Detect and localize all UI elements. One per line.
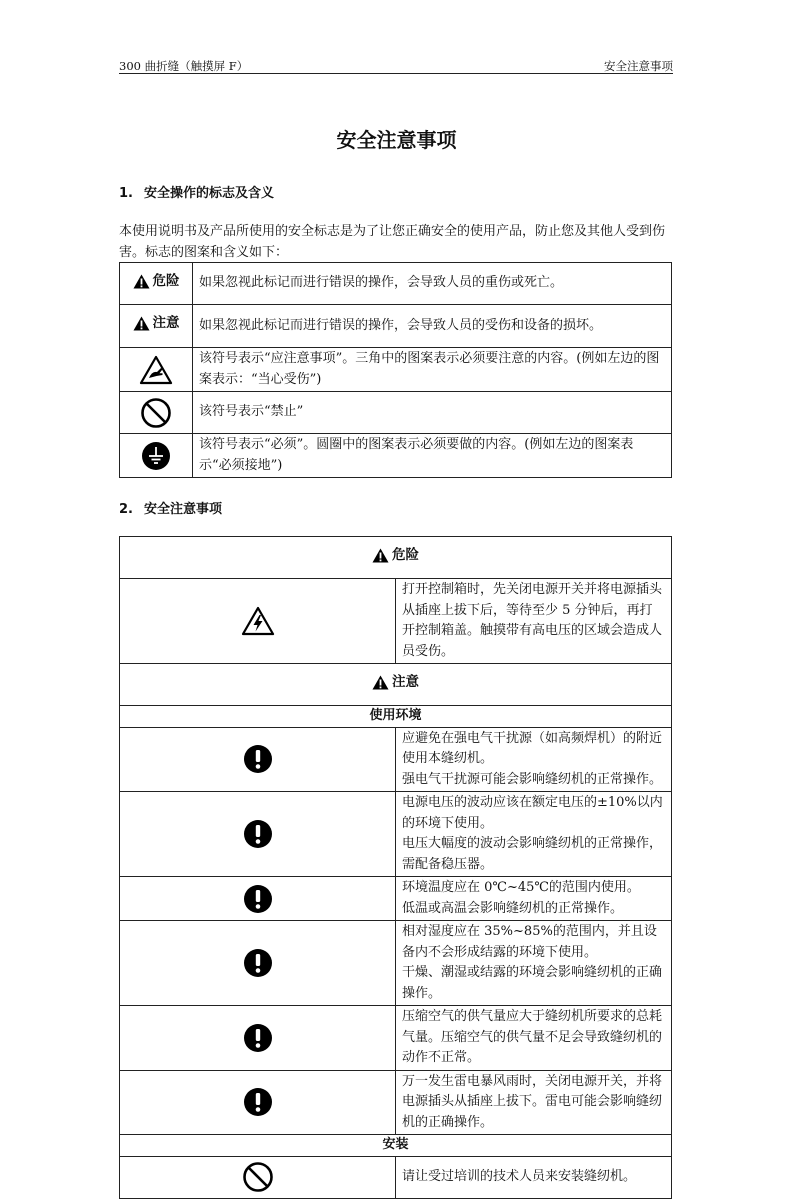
symbol-mandatory-desc: 该符号表示“必须”。圆圈中的图案表示必须要做的内容。(例如左边的图案表示“必须接地”) [193, 434, 672, 478]
symbol-row-warning [120, 348, 672, 392]
install-heading: 安装 [120, 1135, 672, 1157]
caution-header [120, 664, 672, 706]
caution-badge-icon [120, 305, 193, 348]
symbol-warning-desc: 该符号表示“应注意事项”。三角中的图案表示必须要注意的内容。(例如左边的图案表示：“当心受伤”) [193, 348, 672, 392]
install-heading-row [120, 1135, 672, 1157]
danger-header [120, 537, 672, 579]
env-item-line-2: 干燥、潮湿或结露的环境会影响缝纫机的正确操作。 [402, 965, 663, 1001]
danger-header-label: 危险 [392, 546, 419, 563]
high-voltage-icon [120, 579, 396, 664]
env-item-row [120, 1006, 672, 1071]
caution-header-label: 注意 [392, 673, 419, 690]
prohibited-icon [120, 392, 193, 434]
env-item-text: 压缩空气的供气量应大于缝纫机所要求的总耗气量。压缩空气的供气量不足会导致缝纫机的动作不正常。 [396, 1006, 672, 1071]
section-2-heading [119, 498, 222, 517]
header-left: 300 曲折缝（触摸屏 F） [119, 59, 249, 73]
symbol-row-prohibited [120, 392, 672, 434]
symbols-table [119, 262, 672, 478]
env-item-text [396, 792, 672, 877]
section-1-number: 1. [119, 186, 133, 201]
danger-item-text: 打开控制箱时，先关闭电源开关并将电源插头从插座上拔下后，等待至少 5 分钟后，再打开控制箱盖。触摸带有高电压的区域会造成人员受伤。 [396, 579, 672, 664]
prohibited-icon [120, 1156, 396, 1198]
env-item-row [120, 877, 672, 921]
section-2-number: 2. [119, 502, 133, 517]
env-heading: 使用环境 [120, 706, 672, 728]
mandatory-exclamation-icon [120, 921, 396, 1006]
env-item-line-1: 应避免在强电气干扰源（如高频焊机）的附近使用本缝纫机。 [402, 730, 663, 766]
env-item-text [396, 921, 672, 1006]
env-item-row [120, 921, 672, 1006]
warning-triangle-icon [372, 675, 389, 690]
mandatory-exclamation-icon [120, 727, 396, 792]
mandatory-exclamation-icon [120, 1070, 396, 1135]
env-item-text [396, 877, 672, 921]
page-title: 安全注意事项 [336, 128, 457, 152]
hand-injury-warning-icon [120, 348, 193, 392]
symbol-danger-desc: 如果忽视此标记而进行错误的操作，会导致人员的重伤或死亡。 [193, 263, 672, 305]
symbol-prohibited-desc: 该符号表示“禁止” [193, 392, 672, 434]
symbol-caution-desc: 如果忽视此标记而进行错误的操作，会导致人员的受伤和设备的损坏。 [193, 305, 672, 348]
env-item-line-2: 强电气干扰源可能会影响缝纫机的正常操作。 [402, 771, 663, 787]
env-item-row [120, 792, 672, 877]
symbol-row-caution [120, 305, 672, 348]
warning-triangle-icon [372, 548, 389, 563]
section-2-title: 安全注意事项 [144, 502, 223, 517]
symbol-row-mandatory [120, 434, 672, 478]
section-1-title: 安全操作的标志及含义 [144, 186, 275, 201]
caution-badge-label: 注意 [152, 315, 180, 332]
danger-header-row [120, 537, 672, 579]
env-item-text [396, 727, 672, 792]
env-item-row [120, 727, 672, 792]
install-item-text: 请让受过培训的技术人员来安装缝纫机。 [396, 1156, 672, 1198]
danger-badge-label: 危险 [152, 272, 180, 289]
danger-item-row [120, 579, 672, 664]
section-1-heading [119, 182, 274, 201]
env-item-line-1: 相对湿度应在 35%~85%的范围内，并且设备内不会形成结露的环境下使用。 [402, 924, 657, 960]
install-item-row [120, 1156, 672, 1198]
env-item-line-2: 低温或高温会影响缝纫机的正常操作。 [402, 900, 624, 916]
env-item-line-2: 电压大幅度的波动会影响缝纫机的正常操作，需配备稳压器。 [402, 836, 663, 872]
intro-paragraph: 本使用说明书及产品所使用的安全标志是为了让您正确安全的使用产品，防止您及其他人受到伤害。标志的图案和含义如下： [119, 224, 666, 260]
symbol-row-danger [120, 263, 672, 305]
page-header [119, 56, 673, 74]
safety-table [119, 536, 672, 1199]
header-right: 安全注意事项 [604, 59, 673, 73]
caution-header-row [120, 664, 672, 706]
env-item-text: 万一发生雷电暴风雨时，关闭电源开关，并将电源插头从插座上拔下。雷电可能会影响缝纫机的正确操作。 [396, 1070, 672, 1135]
env-item-row [120, 1070, 672, 1135]
ground-required-icon [120, 434, 193, 478]
danger-badge-icon [120, 263, 193, 305]
env-item-line-1: 环境温度应在 0℃~45℃的范围内使用。 [402, 880, 640, 895]
mandatory-exclamation-icon [120, 792, 396, 877]
mandatory-exclamation-icon [120, 877, 396, 921]
mandatory-exclamation-icon [120, 1006, 396, 1071]
env-heading-row [120, 706, 672, 728]
env-item-line-1: 电源电压的波动应该在额定电压的±10%以内的环境下使用。 [402, 795, 663, 831]
